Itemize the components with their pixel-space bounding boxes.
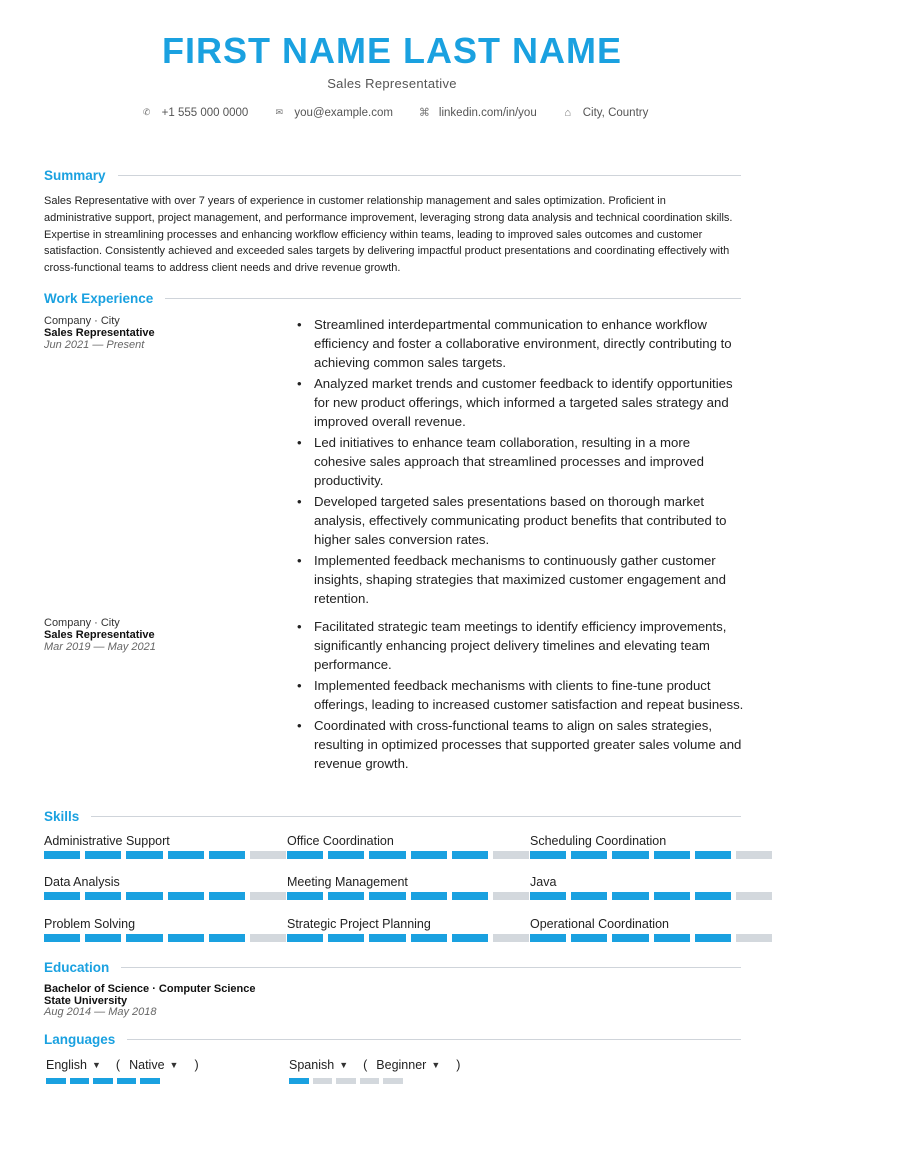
skill-segment-filled bbox=[452, 934, 488, 942]
skill-segment-filled bbox=[328, 892, 364, 900]
job-1-meta bbox=[44, 315, 155, 351]
link-icon: ⌘ bbox=[418, 107, 430, 119]
skill-segment-filled bbox=[571, 851, 607, 859]
paren-open: ( bbox=[115, 1058, 121, 1072]
skill-segment-filled bbox=[369, 934, 405, 942]
skill-segment-filled bbox=[612, 934, 648, 942]
skill-segment-filled bbox=[695, 934, 731, 942]
skill-name: Office Coordination bbox=[287, 834, 394, 848]
skill-segment-filled bbox=[126, 892, 162, 900]
skill-item bbox=[530, 916, 772, 942]
list-item: • Developed targeted sales presentations based on thorough market analysis, effectively communicating product benefits that contributed to higher sales conversion rates. bbox=[314, 492, 744, 549]
skill-item bbox=[530, 833, 772, 859]
skill-segment-filled bbox=[571, 892, 607, 900]
skill-name: Scheduling Coordination bbox=[530, 834, 667, 848]
skill-segment-filled bbox=[44, 934, 80, 942]
skill-segment-filled bbox=[571, 934, 607, 942]
language-segment-filled bbox=[93, 1078, 113, 1084]
skill-segment-filled bbox=[209, 892, 245, 900]
language-segment-empty bbox=[360, 1078, 380, 1084]
experience-title: Work Experience bbox=[44, 291, 154, 306]
skill-segment-filled bbox=[209, 934, 245, 942]
skill-name: Operational Coordination bbox=[530, 917, 669, 931]
skill-segment-filled bbox=[328, 934, 364, 942]
candidate-name: FIRST NAME LAST NAME bbox=[162, 30, 622, 71]
skill-segment-empty bbox=[493, 851, 529, 859]
list-item: • Led initiatives to enhance team collaboration, resulting in a more cohesive sales approach that streamlined processes and improved productivity. bbox=[314, 433, 744, 490]
list-item: • Implemented feedback mechanisms to continuously gather customer insights, shaping strategies that maximized customer engagement and retention. bbox=[314, 551, 744, 608]
skill-segment-filled bbox=[654, 851, 690, 859]
home-icon: ⌂ bbox=[564, 106, 572, 119]
skill-segment-filled bbox=[168, 892, 204, 900]
section-divider bbox=[127, 1039, 741, 1040]
language-name: Spanish bbox=[289, 1058, 335, 1072]
language-segment-filled bbox=[46, 1078, 66, 1084]
skill-segment-filled bbox=[612, 851, 648, 859]
education-school: State University bbox=[44, 994, 128, 1007]
skill-level-bar bbox=[530, 892, 772, 900]
skill-item bbox=[530, 874, 772, 900]
skill-segment-filled bbox=[530, 934, 566, 942]
skill-item bbox=[287, 833, 529, 859]
skill-segment-filled bbox=[328, 851, 364, 859]
skill-level-bar bbox=[287, 934, 529, 942]
chevron-down-icon: ▼ bbox=[431, 1060, 441, 1070]
job-1-title: Sales Representative bbox=[44, 327, 155, 339]
skill-segment-filled bbox=[369, 851, 405, 859]
chevron-down-icon: ▼ bbox=[92, 1060, 101, 1070]
skill-item bbox=[44, 916, 286, 942]
contact-linkedin bbox=[419, 106, 537, 119]
contact-linkedin-text: linkedin.com/in/you bbox=[438, 106, 537, 119]
contact-phone bbox=[142, 106, 249, 119]
education-dates: Aug 2014 — May 2018 bbox=[44, 1006, 157, 1018]
contact-location bbox=[563, 106, 649, 119]
list-item: • Analyzed market trends and customer feedback to identify opportunities for new product offerings, which informed a targeted sales strategy and improved overall revenue. bbox=[314, 374, 744, 431]
skill-segment-filled bbox=[695, 892, 731, 900]
skill-segment-empty bbox=[493, 934, 529, 942]
language-select[interactable] bbox=[46, 1058, 101, 1072]
skill-segment-filled bbox=[452, 851, 488, 859]
list-item: • Coordinated with cross-functional teams to align on sales strategies, resulting in optimized processes that supported greater sales volume and revenue growth. bbox=[314, 716, 744, 773]
skill-segment-filled bbox=[369, 892, 405, 900]
paren-close: ) bbox=[456, 1058, 461, 1072]
phone-icon: ✆ bbox=[142, 107, 151, 117]
list-item: • Facilitated strategic team meetings to identify efficiency improvements, significantly enhancing project delivery timelines and elevating team performance. bbox=[314, 617, 744, 674]
list-item: • Streamlined interdepartmental communication to enhance workflow efficiency and foster a collaborative environment, directly contributing to achieving common sales targets. bbox=[314, 315, 744, 372]
skill-name: Problem Solving bbox=[44, 917, 136, 931]
skill-segment-filled bbox=[85, 934, 121, 942]
language-level-bar bbox=[289, 1078, 460, 1084]
language-level-select[interactable] bbox=[376, 1058, 440, 1072]
skill-segment-filled bbox=[530, 851, 566, 859]
skill-segment-filled bbox=[168, 934, 204, 942]
skill-segment-filled bbox=[85, 851, 121, 859]
education-entry bbox=[44, 984, 256, 1019]
skill-segment-filled bbox=[530, 892, 566, 900]
language-segment-empty bbox=[336, 1078, 356, 1084]
skill-segment-filled bbox=[654, 892, 690, 900]
contact-phone-text: +1 555 000 0000 bbox=[161, 106, 249, 119]
section-divider bbox=[165, 298, 741, 299]
job-1-company: Company · City bbox=[44, 315, 120, 327]
summary-text: Sales Representative with over 7 years of experience in customer relationship management and sales optimization. Proficient in administrative support, project management, and performance improvement, leveraging strong data analysis and technical coordination skills. Expertise in streamlining processes and enhancing workflow efficiency within teams, leading to improved sales outcomes and customer satisfaction. Consistently achieved and exceeded sales targets by delivering impactful product presentations and coordinating effectively with cross-functional teams to address client needs and drive revenue growth. bbox=[44, 195, 733, 275]
skill-item bbox=[287, 916, 529, 942]
skill-segment-filled bbox=[85, 892, 121, 900]
skill-level-bar bbox=[530, 851, 772, 859]
skill-segment-empty bbox=[736, 934, 772, 942]
skill-segment-filled bbox=[411, 934, 447, 942]
summary-header bbox=[44, 168, 741, 183]
language-segment-empty bbox=[313, 1078, 333, 1084]
skill-level-bar bbox=[44, 892, 286, 900]
skill-segment-filled bbox=[287, 934, 323, 942]
skill-item bbox=[44, 874, 286, 900]
skills-title: Skills bbox=[44, 809, 80, 824]
job-2-meta bbox=[44, 617, 156, 653]
job-1-dates: Jun 2021 — Present bbox=[44, 339, 145, 351]
skill-segment-filled bbox=[612, 892, 648, 900]
language-name: English bbox=[46, 1058, 87, 1072]
section-divider bbox=[121, 967, 741, 968]
language-level-select[interactable] bbox=[129, 1058, 178, 1072]
skill-segment-empty bbox=[493, 892, 529, 900]
skill-segment-empty bbox=[250, 934, 286, 942]
skill-segment-filled bbox=[126, 851, 162, 859]
language-segment-filled bbox=[70, 1078, 90, 1084]
skill-name: Strategic Project Planning bbox=[287, 917, 431, 931]
languages-title: Languages bbox=[44, 1032, 116, 1047]
paren-close: ) bbox=[194, 1058, 199, 1072]
language-level-label: Native bbox=[129, 1058, 165, 1072]
language-item bbox=[289, 1056, 460, 1084]
language-select[interactable] bbox=[289, 1058, 348, 1072]
language-item bbox=[46, 1056, 199, 1084]
job-2-bullets bbox=[314, 617, 744, 775]
skill-segment-filled bbox=[44, 851, 80, 859]
summary-title: Summary bbox=[44, 168, 106, 183]
language-segment-filled bbox=[117, 1078, 137, 1084]
skill-name: Meeting Management bbox=[287, 875, 408, 889]
education-header bbox=[44, 960, 741, 975]
language-segment-filled bbox=[289, 1078, 309, 1084]
skill-level-bar bbox=[44, 851, 286, 859]
skill-name: Java bbox=[530, 875, 557, 889]
paren-open: ( bbox=[363, 1058, 368, 1072]
education-title: Education bbox=[44, 960, 110, 975]
email-icon: ✉ bbox=[275, 107, 284, 117]
skill-level-bar bbox=[44, 934, 286, 942]
skill-level-bar bbox=[287, 892, 529, 900]
experience-header bbox=[44, 291, 741, 306]
skill-segment-filled bbox=[654, 934, 690, 942]
skill-segment-filled bbox=[411, 851, 447, 859]
skill-segment-filled bbox=[695, 851, 731, 859]
contact-email-text: you@example.com bbox=[294, 106, 393, 119]
section-divider bbox=[118, 175, 741, 176]
language-segment-empty bbox=[383, 1078, 403, 1084]
chevron-down-icon: ▼ bbox=[169, 1060, 179, 1070]
language-segment-filled bbox=[140, 1078, 160, 1084]
skills-header bbox=[44, 809, 741, 824]
skill-segment-empty bbox=[250, 851, 286, 859]
skill-level-bar bbox=[530, 934, 772, 942]
skill-item bbox=[287, 874, 529, 900]
skill-segment-filled bbox=[168, 851, 204, 859]
skill-segment-filled bbox=[287, 851, 323, 859]
skill-segment-filled bbox=[126, 934, 162, 942]
section-divider bbox=[91, 816, 741, 817]
candidate-role: Sales Representative bbox=[327, 76, 457, 91]
skill-segment-filled bbox=[209, 851, 245, 859]
skill-segment-empty bbox=[736, 851, 772, 859]
skill-segment-empty bbox=[250, 892, 286, 900]
contact-email bbox=[274, 106, 393, 119]
contact-location-text: City, Country bbox=[582, 106, 649, 119]
skill-segment-filled bbox=[287, 892, 323, 900]
list-item: • Implemented feedback mechanisms with clients to fine-tune product offerings, leading to increased customer satisfaction and repeat business. bbox=[314, 676, 744, 714]
job-2-dates: Mar 2019 — May 2021 bbox=[44, 641, 156, 653]
education-degree: Bachelor of Science · Computer Science bbox=[44, 983, 256, 995]
contact-bar bbox=[0, 106, 790, 119]
skill-segment-empty bbox=[736, 892, 772, 900]
chevron-down-icon: ▼ bbox=[339, 1060, 349, 1070]
job-2-title: Sales Representative bbox=[44, 629, 155, 641]
skill-item bbox=[44, 833, 286, 859]
skill-name: Data Analysis bbox=[44, 875, 120, 889]
skill-name: Administrative Support bbox=[44, 834, 170, 848]
job-2-company: Company · City bbox=[44, 617, 120, 629]
language-level-bar bbox=[46, 1078, 199, 1084]
languages-header bbox=[44, 1032, 741, 1047]
job-1-bullets bbox=[314, 315, 744, 610]
skill-level-bar bbox=[287, 851, 529, 859]
skill-segment-filled bbox=[452, 892, 488, 900]
skill-segment-filled bbox=[411, 892, 447, 900]
skill-segment-filled bbox=[44, 892, 80, 900]
language-level-label: Beginner bbox=[376, 1058, 427, 1072]
